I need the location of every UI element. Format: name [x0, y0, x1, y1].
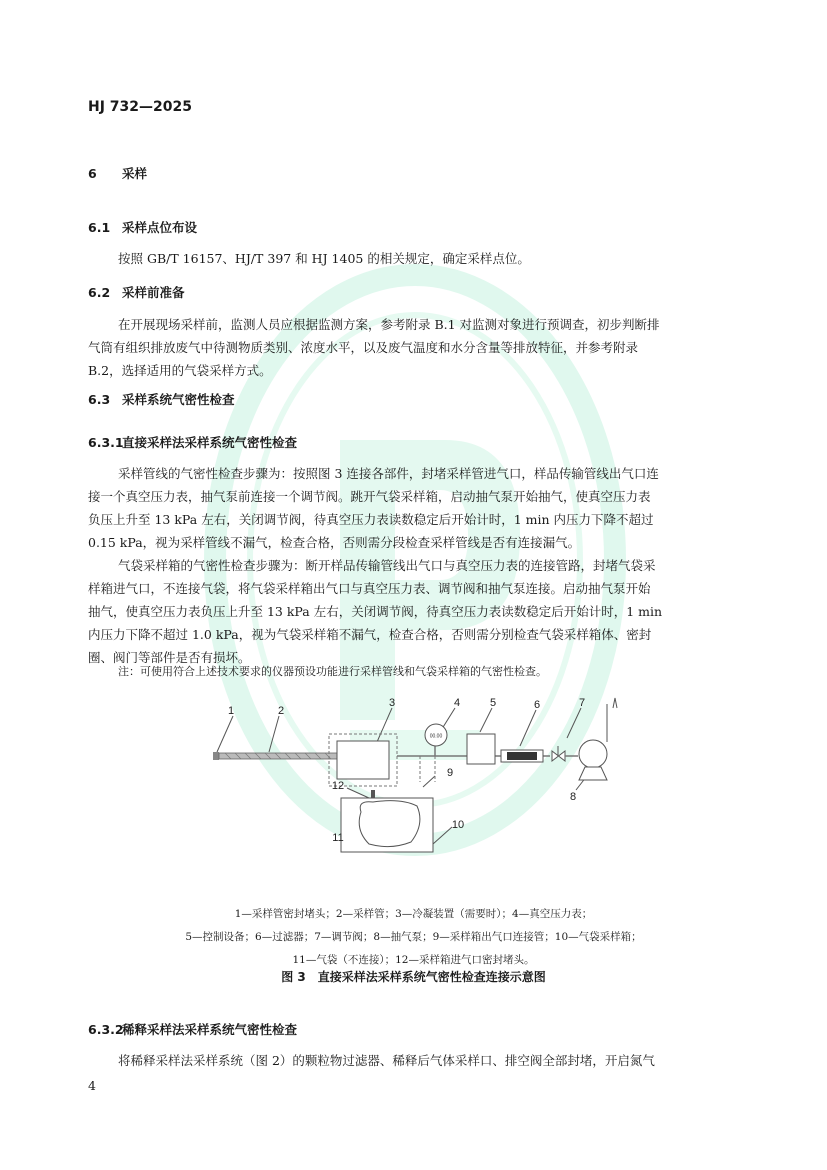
sealing-plug [213, 752, 219, 760]
section-6-3-2-heading [88, 1020, 297, 1038]
pump-base [579, 767, 607, 780]
control-device [467, 734, 495, 764]
text-line: 气筒有组织排放废气中待测物质类别、浓度水平，以及废气温度和水分含量等排放特征，并参考附录 [88, 340, 639, 355]
figure-label: 6 [533, 699, 541, 711]
condenser [337, 741, 389, 779]
figure-legend [0, 903, 827, 972]
text-line: B.2，选择适用的气袋采样方式。 [88, 363, 272, 378]
text-line: 气袋采样箱的气密性检查步骤为：断开样品传输管线出气口与真空压力表的连接管路，封堵气袋采 [118, 558, 656, 573]
leader-line [423, 776, 435, 787]
figure-label: 4 [453, 697, 461, 709]
paragraph: 按照 GB/T 16157、HJ/T 397 和 HJ 1405 的相关规定，确定采样点位。 [118, 251, 530, 266]
section-title: 稀释采样法采样系统气密性检查 [122, 1022, 298, 1037]
section-number: 6.3 [88, 392, 111, 407]
leader-line [377, 708, 392, 742]
legend-line: 11—气袋（不连接）；12—采样箱进气口密封堵头。 [292, 954, 535, 966]
section-6-2-heading [88, 283, 185, 301]
text-line: 内压力下降不超过 1.0 kPa，视为气袋采样箱不漏气，检查合格，否则需分别检查气袋采样箱体、密封 [88, 627, 652, 642]
document-code: HJ 732—2025 [88, 99, 192, 115]
exhaust-arrow [613, 698, 617, 708]
figure-label: 5 [489, 697, 497, 709]
connection-diagram [205, 694, 625, 894]
leader-line [347, 788, 369, 798]
section-6-1-heading [88, 218, 197, 236]
figure-label: 8 [569, 791, 577, 803]
section-6-3-heading [88, 390, 235, 408]
section-title: 直接采样法采样系统气密性检查 [122, 435, 298, 450]
note: 注：可使用符合上述技术要求的仪器预设功能进行采样管线和气袋采样箱的气密性检查。 [118, 665, 547, 678]
leader-line [217, 716, 233, 752]
section-title: 采样 [122, 166, 148, 181]
figure-title: 图 3 直接采样法采样系统气密性检查连接示意图 [281, 970, 546, 984]
section-number: 6.3.1 [88, 435, 124, 450]
figure-label: 1 [227, 705, 235, 717]
section-number: 6 [88, 166, 97, 181]
text-line: 采样管线的气密性检查步骤为：按照图 3 连接各部件，封堵采样管进气口，样品传输管线出气口连 [118, 466, 659, 481]
paragraph: 将稀释采样法采样系统（图 2）的颗粒物过滤器、稀释后气体采样口、排空阀全部封堵，开启氮气 [118, 1053, 655, 1068]
page-number: 4 [88, 1078, 96, 1093]
paragraph [88, 462, 740, 669]
section-number: 6.2 [88, 285, 111, 300]
figure-label: 2 [277, 705, 285, 717]
text-line: 样箱进气口，不连接气袋，将气袋采样箱出气口与真空压力表、调节阀和抽气泵连接。启动抽气泵开始 [88, 581, 651, 596]
text-line: 在开展现场采样前，监测人员应根据监测方案，参考附录 B.1 对监测对象进行预调查，初步判断排 [118, 317, 660, 332]
section-number: 6.1 [88, 220, 111, 235]
leader-line [567, 708, 581, 738]
section-6-3-1-heading [88, 433, 297, 451]
figure-label: 10 [451, 819, 465, 831]
figure-label: 11 [332, 832, 344, 844]
text-line: 0.15 kPa，视为采样管线不漏气，检查合格，否则需分段检查采样管线是否有连接漏气。 [88, 535, 581, 550]
figure-label: 9 [446, 767, 454, 779]
text-line: 圈、阀门等部件是否有损坏。 [88, 650, 251, 665]
text-line: 接一个真空压力表，抽气泵前连接一个调节阀。跳开气袋采样箱，启动抽气泵开始抽气，使真空压力表 [88, 489, 651, 504]
text-line: 负压上升至 13 kPa 左右，关闭调节阀，待真空压力表读数稳定后开始计时，1 min 内压力下降不超过 [88, 512, 654, 527]
section-title: 采样前准备 [122, 285, 185, 300]
text-line: 抽气，使真空压力表负压上升至 13 kPa 左右，关闭调节阀，待真空压力表读数稳定后开始计时，1 min [88, 604, 663, 619]
section-title: 采样点位布设 [122, 220, 198, 235]
legend-line: 1—采样管密封堵头；2—采样管；3—冷凝装置（需要时）；4—真空压力表； [234, 908, 593, 920]
leader-line [433, 827, 452, 844]
leader-line [520, 710, 536, 746]
filter-element [507, 752, 537, 760]
leader-line [269, 716, 279, 752]
section-6-heading [88, 164, 147, 182]
gauge-readout: 00.00 [429, 733, 443, 740]
paragraph [88, 313, 740, 382]
section-title: 采样系统气密性检查 [122, 392, 235, 407]
legend-line: 5—控制设备；6—过滤器；7—调节阀；8—抽气泵；9—采样箱出气口连接管；10—气袋采样箱； [185, 931, 642, 943]
figure-label: 3 [388, 697, 396, 709]
figure-label: 7 [578, 697, 586, 709]
figure-label: 12 [331, 780, 345, 792]
section-number: 6.3.2 [88, 1022, 124, 1037]
air-pump [579, 740, 607, 768]
leader-line [480, 708, 492, 732]
inlet-plug [371, 790, 375, 798]
sampling-tube [219, 753, 339, 759]
